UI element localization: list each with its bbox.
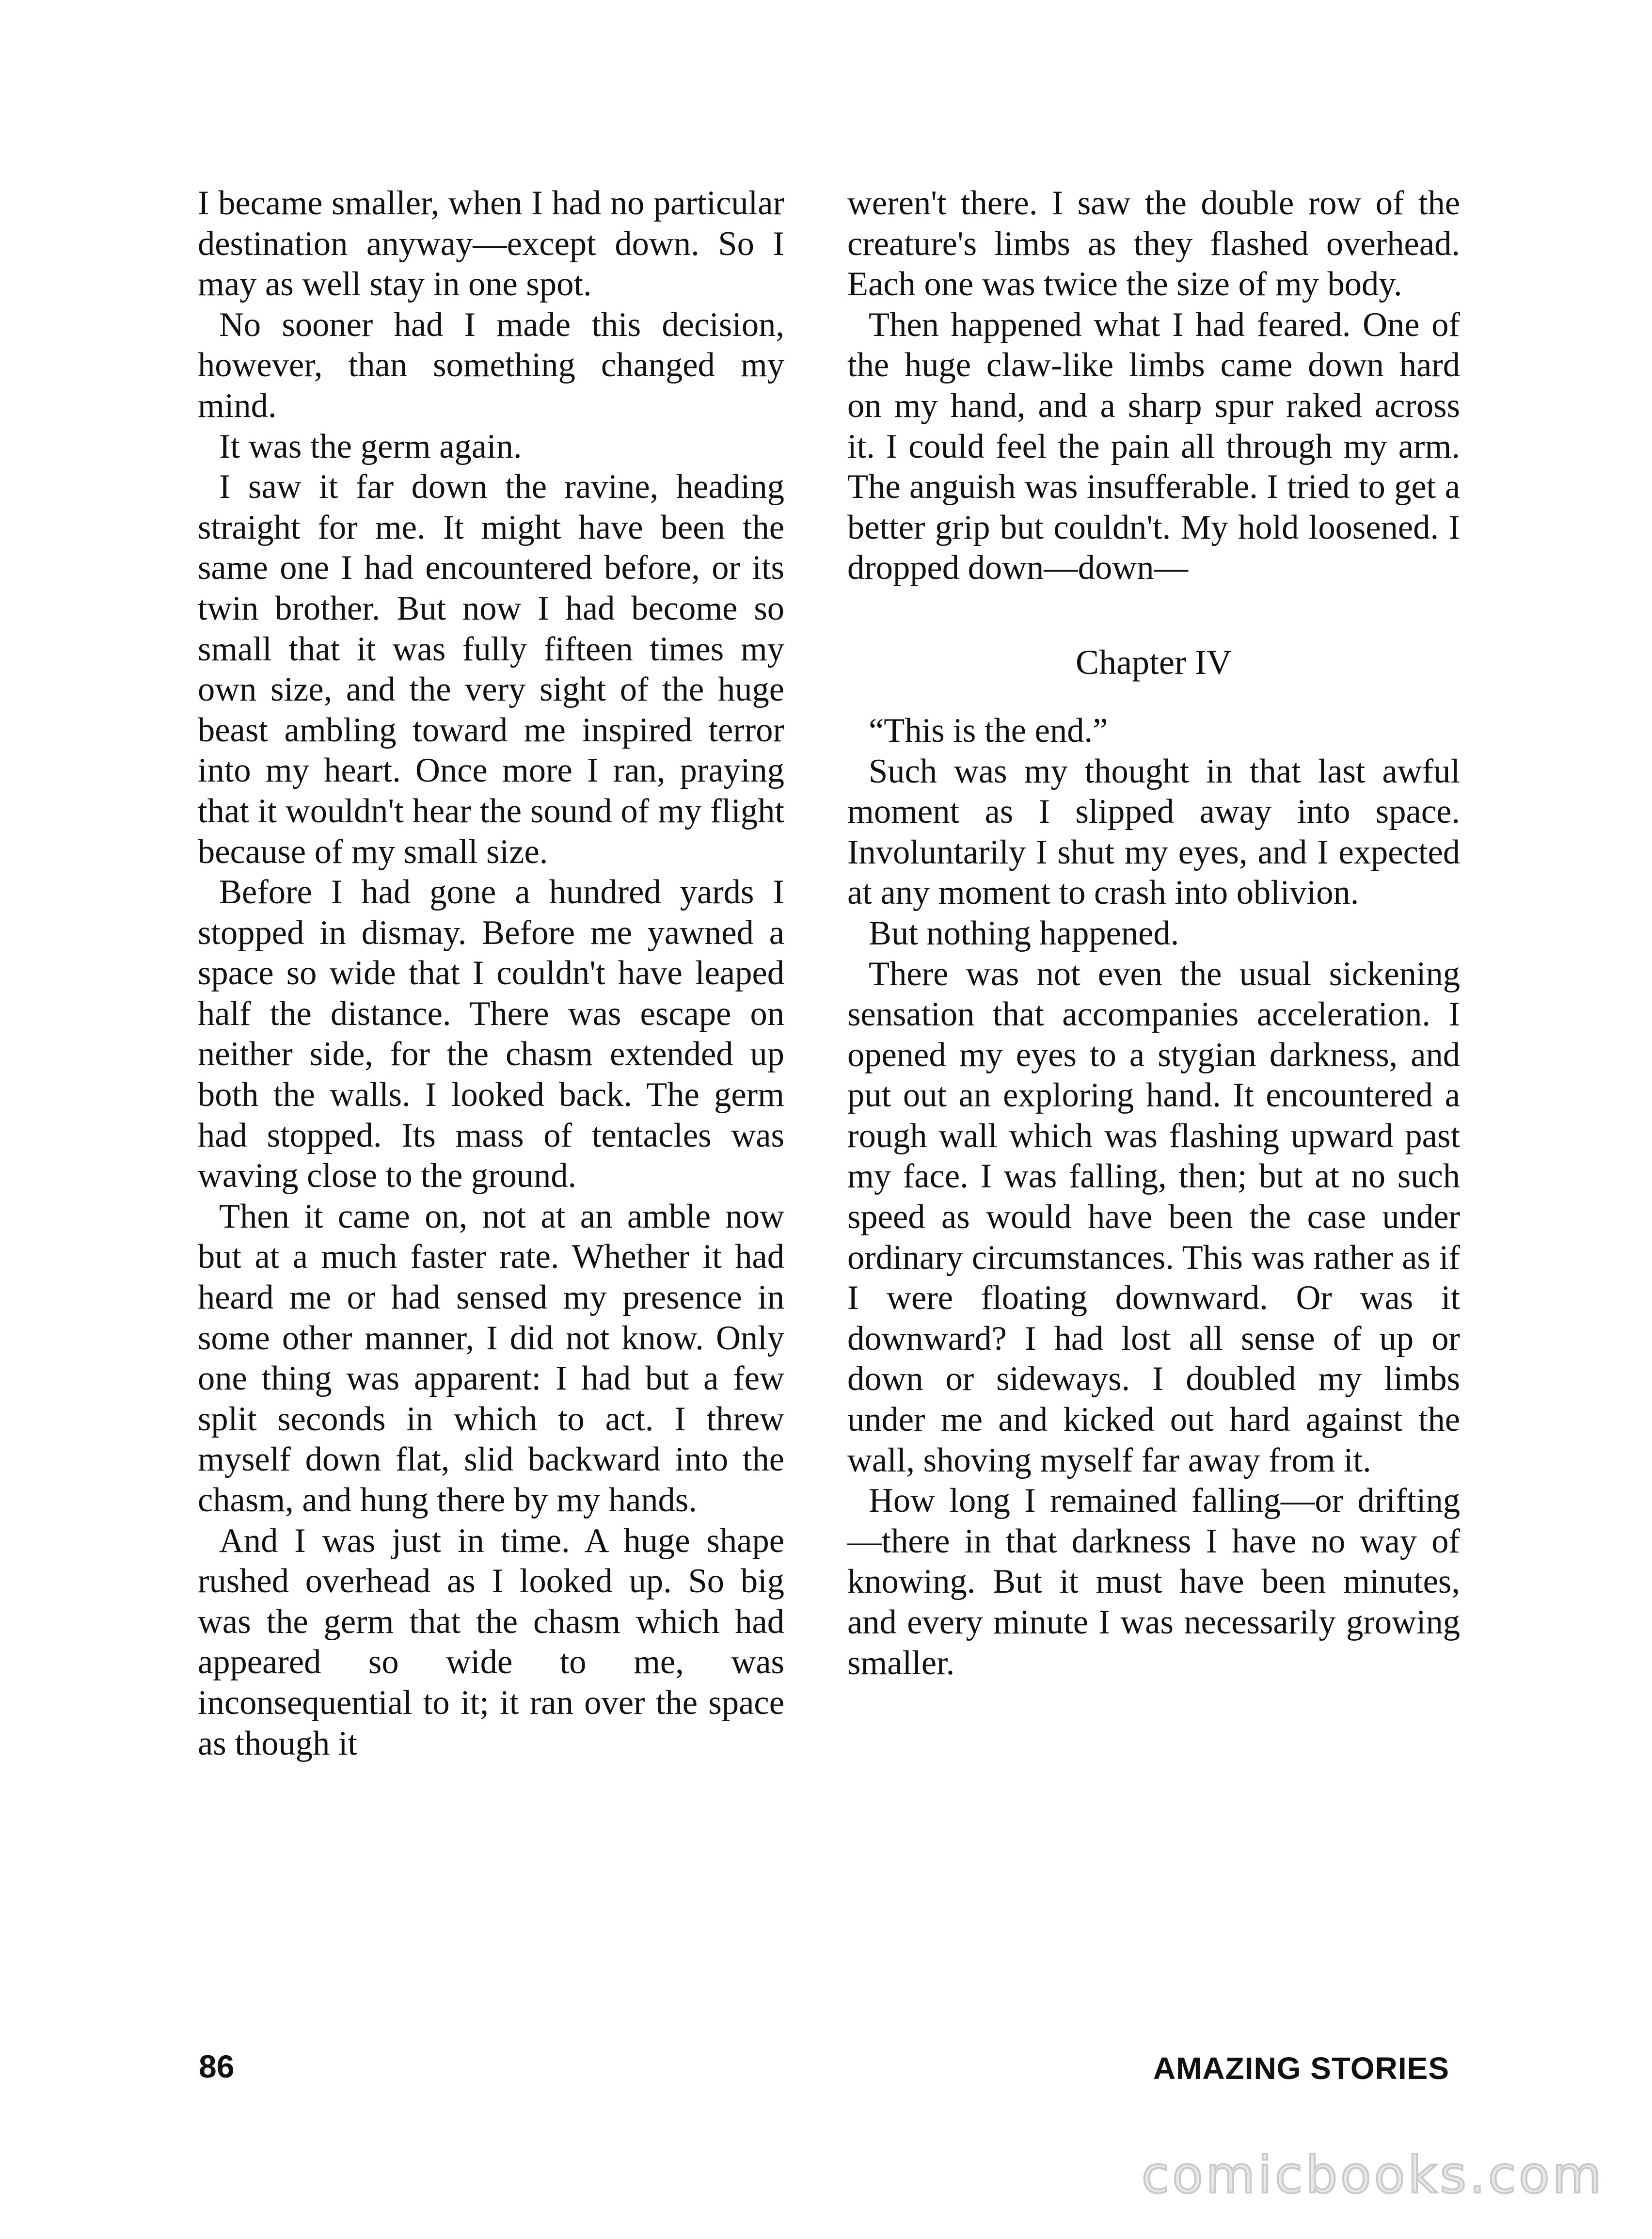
right-text-column — [847, 183, 1460, 1683]
paragraph: No sooner had I made this decision, however, than something changed my mind. — [198, 305, 784, 425]
chapter-heading: Chapter IV — [1076, 642, 1232, 682]
paragraph: Then it came on, not at an amble now but at a much faster rate. Whether it had heard me or had sensed my presence in some other manner, I did not know. Only one thing was apparent: I had but a few split seconds in which to act. I threw myself down flat, slid backward into the chasm, and hung there by my hands. — [198, 1197, 784, 1519]
paragraph: “This is the end.” — [869, 711, 1108, 750]
paragraph: And I was just in time. A huge shape rushed overhead as I looked up. So big was the germ that the chasm which had appeared so wide to me, was inconsequential to it; it ran over the space as though it — [198, 1521, 784, 1762]
paragraph: It was the germ again. — [219, 427, 522, 465]
paragraph: There was not even the usual sickening sensation that accompanies acceleration. I opened my eyes to a stygian darkness, and put out an exploring hand. It encountered a rough wall which was flashing upward past my face. I was falling, then; but at no such speed as would have been the case under ordinary circumstances. This was rather as if I were floating downward. Or was it downward? I had lost all sense of up or down or sideways. I doubled my limbs under me and kicked out hard against the wall, shoving myself far away from it. — [847, 955, 1460, 1479]
left-text-column — [198, 183, 784, 1764]
magazine-title-footer: AMAZING STORIES — [1153, 2051, 1449, 2086]
page-number: 86 — [199, 2048, 235, 2084]
paragraph: Before I had gone a hundred yards I stopped in dismay. Before me yawned a space so wide that I couldn't have leaped half the distance. There was escape on neither side, for the chasm extended up both the walls. I looked back. The germ had stopped. Its mass of tentacles was waving close to the ground. — [198, 873, 784, 1195]
paragraph: I saw it far down the ravine, heading straight for me. It might have been the same one I had encountered before, or its twin brother. But now I had become so small that it was fully fifteen times my own size, and the very sight of the huge beast ambling toward me inspired terror into my heart. Once more I ran, praying that it wouldn't hear the sound of my flight because of my small size. — [198, 468, 784, 871]
paragraph: I became smaller, when I had no particular destination anyway—except down. So I may as well stay in one spot. — [198, 184, 784, 304]
paragraph: weren't there. I saw the double row of the creature's limbs as they flashed overhead. Each one was twice the size of my body. — [847, 184, 1460, 304]
paragraph: But nothing happened. — [869, 914, 1179, 952]
paragraph: Such was my thought in that last awful moment as I slipped away into space. Involuntarily I shut my eyes, and I expected at any moment to crash into oblivion. — [847, 752, 1460, 912]
paragraph: How long I remained falling—or drifting—there in that darkness I have no way of knowing. But it must have been minutes, and every minute I was necessarily growing smaller. — [847, 1482, 1460, 1682]
watermark: comicbooks.com — [1141, 2145, 1604, 2205]
paragraph: Then happened what I had feared. One of the huge claw-like limbs came down hard on my hand, and a sharp spur raked across it. I could feel the pain all through my arm. The anguish was insufferable. I tried to get a better grip but couldn't. My hold loosened. I dropped down—down— — [847, 305, 1460, 587]
